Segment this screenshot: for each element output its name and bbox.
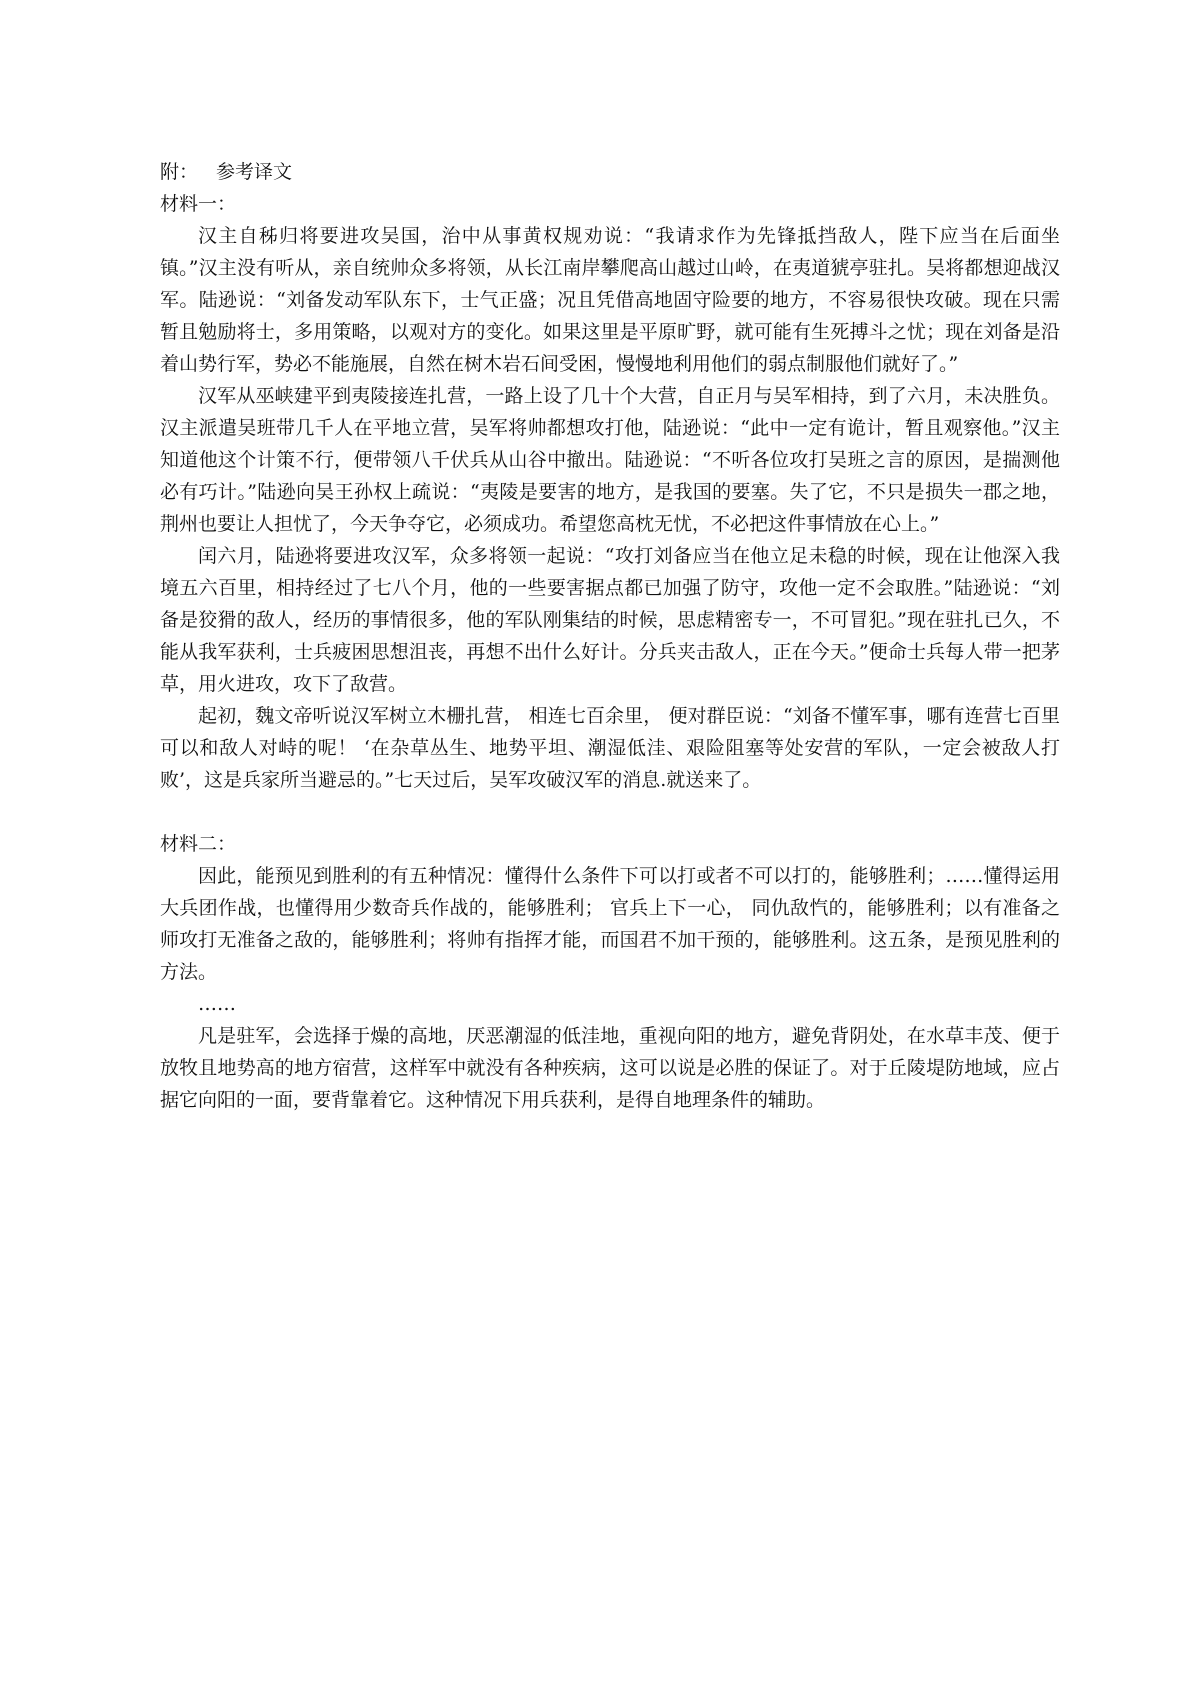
document-title: [160, 156, 1060, 188]
section1-heading: 材料一：: [160, 193, 237, 215]
section2-heading: 材料二：: [160, 833, 237, 855]
section2-paragraph-1: 因此，能预见到胜利的有五种情况：懂得什么条件下可以打或者不可以打的，能够胜利；……懂得运用大兵团作战，也懂得用少数奇兵作战的，能够胜利； 官兵上下一心， 同仇敌忾的，能够胜利；以有准备之师攻打无准备之敌的，能够胜利；将帅有指挥才能，而国君不加干预的，能够胜利。这五条，是预见胜利的方法。: [160, 865, 1060, 983]
section1-paragraph-2: 汉军从巫峡建平到夷陵接连扎营，一路上设了几十个大营，自正月与吴军相持，到了六月，未决胜负。汉主派遣吴班带几千人在平地立营，吴军将帅都想攻打他，陆逊说：“此中一定有诡计，暂且观察他。”汉主知道他这个计策不行，便带领八千伏兵从山谷中撤出。陆逊说：“不听各位攻打吴班之言的原因，是揣测他必有巧计。”陆逊向吴王孙权上疏说：“夷陵是要害的地方，是我国的要塞。失了它，不只是损失一郡之地，荆州也要让人担忧了，今天争夺它，必须成功。希望您高枕无忧，不必把这件事情放在心上。”: [160, 385, 1060, 535]
title-text: 参考译文: [216, 161, 293, 183]
title-prefix: 附：: [160, 161, 199, 183]
section1-paragraph-3: 闰六月，陆逊将要进攻汉军，众多将领一起说：“攻打刘备应当在他立足未稳的时候，现在让他深入我境五六百里，相持经过了七八个月，他的一些要害据点都已加强了防守，攻他一定不会取胜。”陆逊说：“刘备是狡猾的敌人，经历的事情很多，他的军队刚集结的时候，思虑精密专一，不可冒犯。”现在驻扎已久，不能从我军获利，士兵疲困思想沮丧，再想不出什么好计。分兵夹击敌人，正在今天。”便命士兵每人带一把茅草，用火进攻，攻下了敌营。: [160, 545, 1060, 695]
document-body: [160, 156, 1060, 1116]
section-spacer: [160, 796, 1060, 828]
section1-paragraph-4: 起初，魏文帝听说汉军树立木栅扎营， 相连七百余里， 便对群臣说：“刘备不懂军事，哪有连营七百里可以和敌人对峙的呢！ ‘在杂草丛生、地势平坦、潮湿低洼、艰险阻塞等处安营的军队，一定会被敌人打败’，这是兵家所当避忌的。”七天过后，吴军攻破汉军的消息.就送来了。: [160, 705, 1060, 791]
section2-ellipsis: ……: [198, 993, 236, 1015]
section2-closing-paragraph: 凡是驻军，会选择于燥的高地，厌恶潮湿的低洼地，重视向阳的地方，避免背阴处，在水草丰茂、便于放牧且地势高的地方宿营，这样军中就没有各种疾病，这可以说是必胜的保证了。对于丘陵堤防地域，应占据它向阳的一面，要背靠着它。这种情况下用兵获利，是得自地理条件的辅助。: [160, 1025, 1060, 1111]
section1-paragraph-1: 汉主自秭归将要进攻吴国，治中从事黄权规劝说：“我请求作为先锋抵挡敌人，陛下应当在后面坐镇。”汉主没有听从，亲自统帅众多将领，从长江南岸攀爬高山越过山岭，在夷道猇亭驻扎。吴将都想迎战汉军。陆逊说：“刘备发动军队东下，士气正盛；况且凭借高地固守险要的地方，不容易很快攻破。现在只需暂且勉励将士，多用策略，以观对方的变化。如果这里是平原旷野，就可能有生死搏斗之忧；现在刘备是沿着山势行军，势必不能施展，自然在树木岩石间受困，慢慢地利用他们的弱点制服他们就好了。”: [160, 225, 1060, 375]
